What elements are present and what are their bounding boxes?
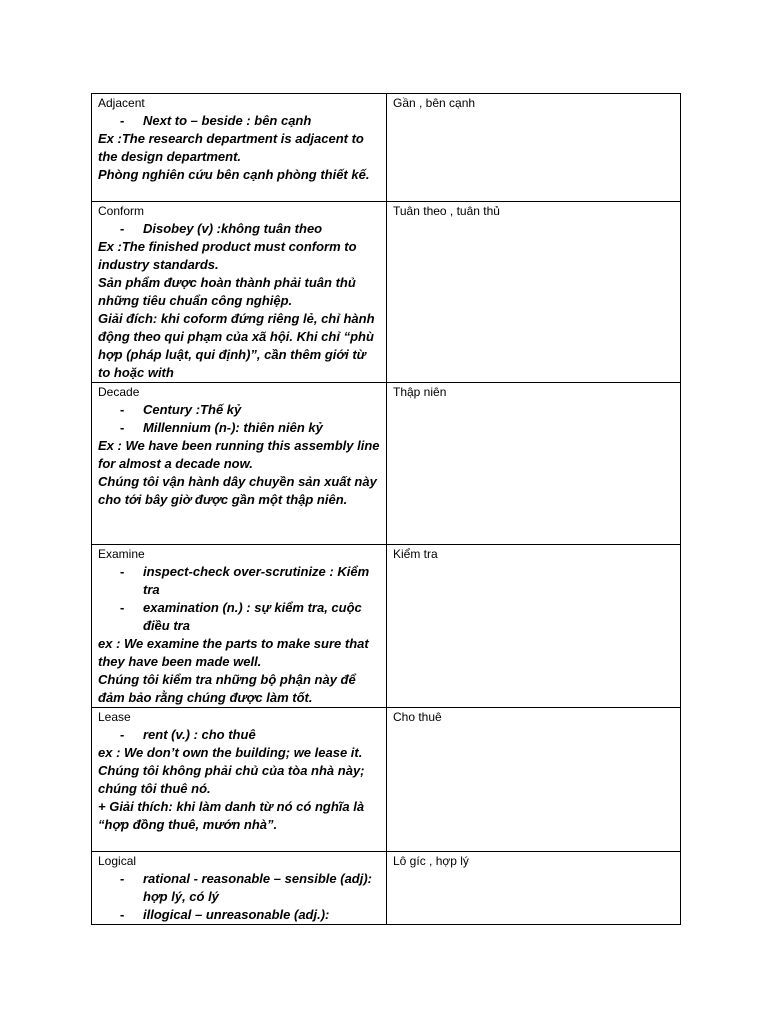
synonym-item: - examination (n.) : sự kiểm tra, cuộc điều tra [98, 599, 380, 635]
translation-line: Chúng tôi vận hành dây chuyền sản xuất này cho tới bây giờ được gần một thập niên. [98, 474, 377, 507]
synonym-list [98, 870, 380, 924]
meaning-cell [387, 94, 681, 202]
meaning-text: Tuân theo , tuân thủ [393, 204, 500, 218]
term-word: Logical [98, 854, 137, 868]
term-cell [92, 852, 387, 925]
term-cell [92, 202, 387, 383]
synonym-item: - rational - reasonable – sensible (adj): hợp lý, có lý [98, 870, 380, 906]
synonym-list [98, 401, 380, 437]
meaning-cell [387, 383, 681, 545]
example-line: Ex : We have been running this assembly line for almost a decade now. [98, 438, 380, 471]
meaning-text: Kiểm tra [393, 547, 438, 561]
term-word: Adjacent [98, 96, 145, 110]
table-row [92, 383, 681, 545]
synonym-item: - Disobey (v) :không tuân theo [98, 220, 380, 238]
meaning-text: Cho thuê [393, 710, 442, 724]
translation-line: Sản phẩm được hoàn thành phải tuân thủ những tiêu chuẩn công nghiệp. [98, 275, 356, 308]
term-cell [92, 94, 387, 202]
synonym-list [98, 112, 380, 130]
term-cell [92, 545, 387, 708]
example-line: Ex :The research department is adjacent to the design department. [98, 131, 364, 164]
synonym-list [98, 563, 380, 635]
term-cell [92, 383, 387, 545]
translation-line: Chúng tôi không phải chủ của tòa nhà này; chúng tôi thuê nó. [98, 763, 365, 796]
synonym-list [98, 726, 380, 744]
synonym-item: - illogical – unreasonable (adj.): [98, 906, 380, 924]
example-line: Ex :The finished product must conform to industry standards. [98, 239, 357, 272]
synonym-list [98, 220, 380, 238]
table-row [92, 708, 681, 852]
synonym-item: - Millennium (n-): thiên niên kỷ [98, 419, 380, 437]
term-word: Conform [98, 204, 145, 218]
translation-line: Phòng nghiên cứu bên cạnh phòng thiết kế. [98, 167, 370, 182]
explanation-line: + Giải thích: khi làm danh từ nó có nghĩa là “hợp đồng thuê, mướn nhà”. [98, 799, 365, 832]
meaning-cell [387, 545, 681, 708]
meaning-text: Thập niên [393, 385, 447, 399]
term-cell [92, 708, 387, 852]
translation-line: Chúng tôi kiểm tra những bộ phận này để đảm bảo rằng chúng được làm tốt. [98, 672, 356, 705]
term-word: Decade [98, 385, 140, 399]
meaning-text: Lô gíc , hợp lý [393, 854, 469, 868]
meaning-cell [387, 708, 681, 852]
table-row [92, 852, 681, 925]
meaning-cell [387, 202, 681, 383]
table-row [92, 94, 681, 202]
explanation-line: Giải đích: khi coform đứng riêng lẻ, chỉ hành động theo qui phạm của xã hội. Khi chỉ “phù hợp (pháp luật, qui định)”, cần thêm giới từ to hoặc with [98, 311, 375, 380]
synonym-item: - rent (v.) : cho thuê [98, 726, 380, 744]
meaning-cell [387, 852, 681, 925]
example-line: ex : We don’t own the building; we lease it. [98, 745, 363, 760]
synonym-item: - Next to – beside : bên cạnh [98, 112, 380, 130]
table-row [92, 545, 681, 708]
synonym-item: - Century :Thế kỷ [98, 401, 380, 419]
term-word: Examine [98, 547, 145, 561]
table-row [92, 202, 681, 383]
vocabulary-table [91, 93, 681, 925]
example-line: ex : We examine the parts to make sure that they have been made well. [98, 636, 369, 669]
meaning-text: Gần , bên cạnh [393, 96, 476, 110]
synonym-item: - inspect-check over-scrutinize : Kiểm tra [98, 563, 380, 599]
term-word: Lease [98, 710, 131, 724]
